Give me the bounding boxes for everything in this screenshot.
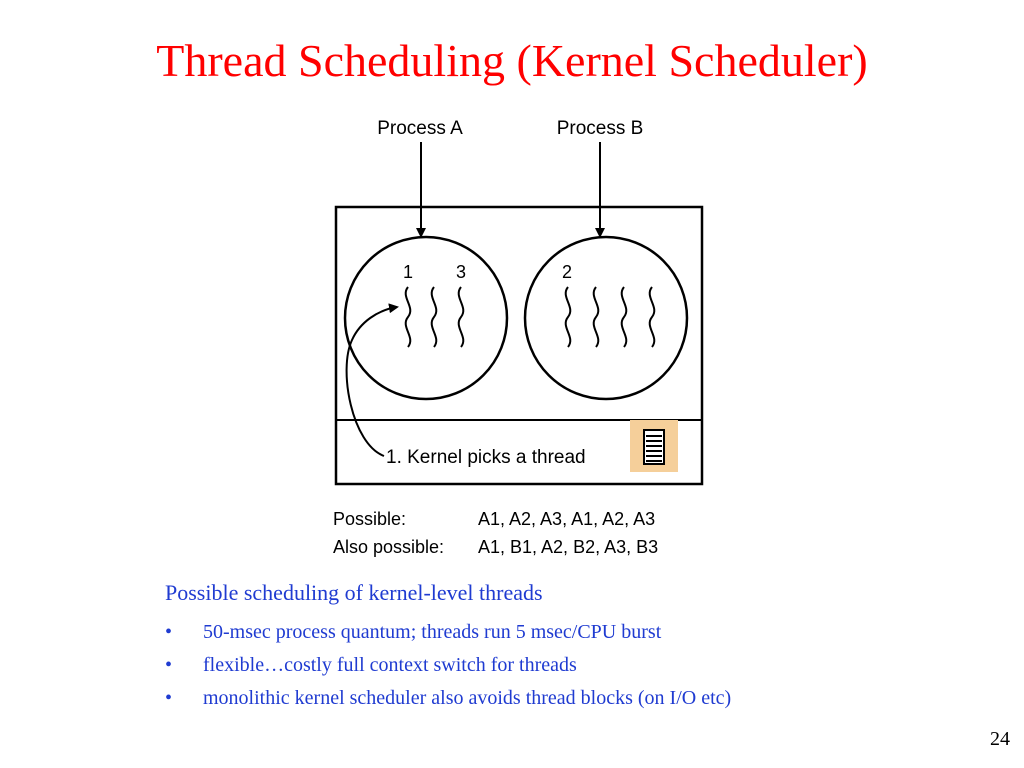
bullet-list	[165, 616, 731, 715]
thread-squiggle-b4	[650, 287, 655, 347]
bullet-item	[165, 649, 731, 682]
bullet-dot: •	[165, 654, 173, 676]
bullet-text: flexible…costly full context switch for threads	[203, 654, 577, 676]
thread-label-2: 2	[561, 262, 573, 282]
thread-squiggle-a1	[406, 287, 411, 347]
thread-table-icon	[630, 420, 678, 472]
possible-sequence: A1, A2, A3, A1, A2, A3	[478, 509, 656, 529]
possible-label: Possible:	[333, 509, 407, 529]
thread-squiggle-a3	[459, 287, 464, 347]
slide-title: Thread Scheduling (Kernel Scheduler)	[156, 35, 868, 86]
bullet-item	[165, 682, 731, 715]
process-b-circle	[525, 237, 687, 399]
bullet-dot: •	[165, 621, 173, 643]
process-b-label: Process B	[556, 118, 644, 139]
kernel-pick-arrow	[347, 307, 397, 456]
kernel-step-label: 1. Kernel picks a thread	[386, 447, 586, 468]
bullet-text: monolithic kernel scheduler also avoids thread blocks (on I/O etc)	[203, 687, 732, 709]
page-number: 24	[990, 728, 1010, 750]
process-a-label: Process A	[377, 118, 463, 139]
diagram-caption: Possible scheduling of kernel-level threads	[165, 580, 543, 605]
also-possible-sequence: A1, B1, A2, B2, A3, B3	[478, 537, 659, 557]
thread-squiggle-b2	[594, 287, 599, 347]
thread-squiggle-a2	[432, 287, 437, 347]
thread-squiggle-b3	[622, 287, 627, 347]
thread-squiggle-b1	[566, 287, 571, 347]
thread-label-1: 1	[402, 262, 414, 282]
thread-label-3: 3	[455, 262, 467, 282]
bullet-dot: •	[165, 687, 173, 709]
bullet-text: 50-msec process quantum; threads run 5 msec/CPU burst	[203, 621, 662, 643]
bullet-item	[165, 616, 731, 649]
also-possible-label: Also possible:	[333, 537, 445, 557]
